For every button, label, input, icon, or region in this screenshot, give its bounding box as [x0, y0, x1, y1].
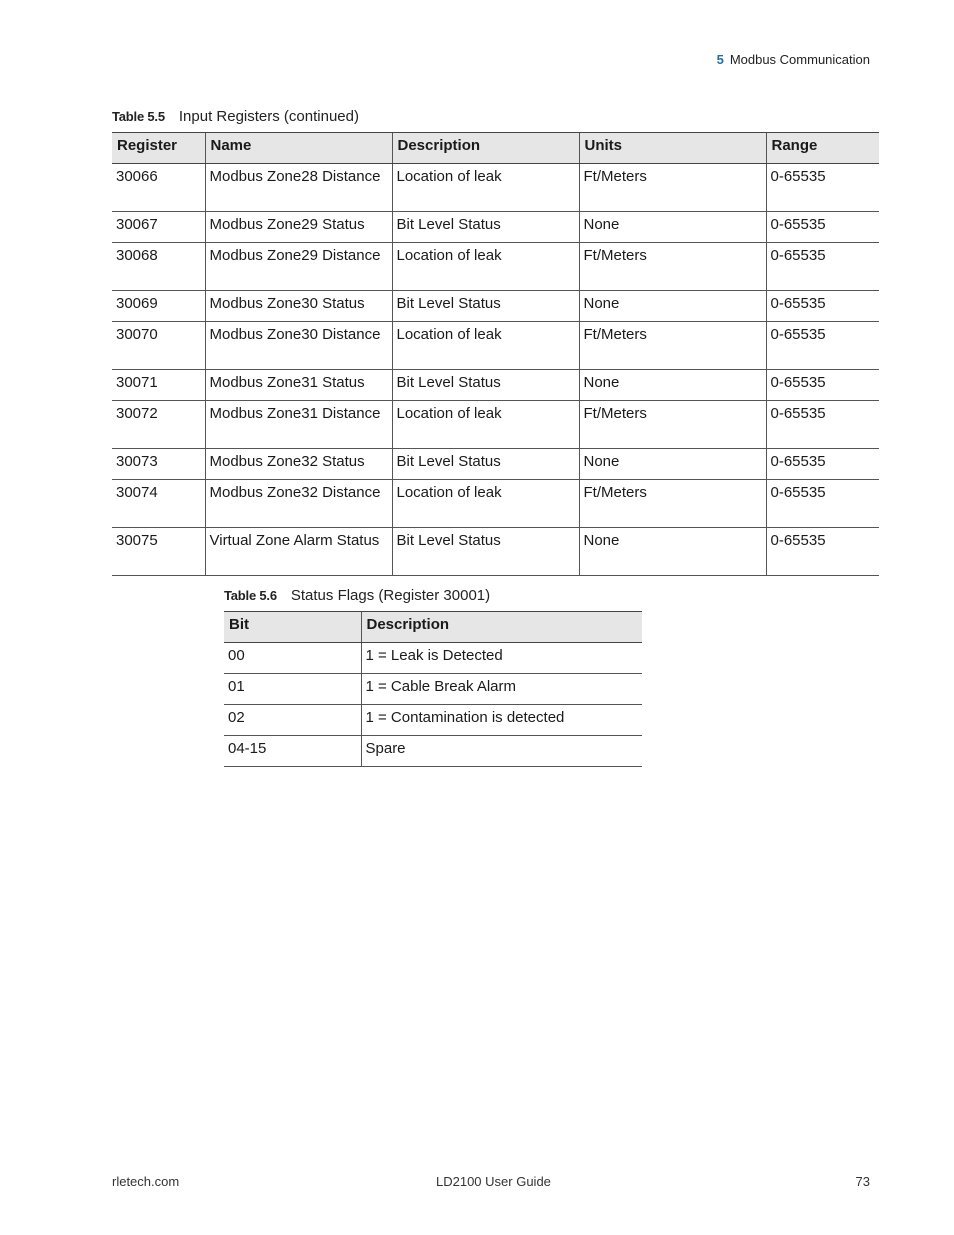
description-cell: Bit Level Status: [392, 212, 579, 243]
column-header: Description: [361, 612, 642, 643]
chapter-number: 5: [716, 52, 724, 67]
bit-cell: 02: [224, 705, 361, 736]
range-cell: 0-65535: [766, 243, 879, 291]
register-cell: 30075: [112, 528, 205, 576]
register-cell: 30073: [112, 449, 205, 480]
table-row: [112, 528, 879, 576]
table-row: [224, 705, 642, 736]
name-cell: Modbus Zone31 Status: [205, 370, 392, 401]
range-cell: 0-65535: [766, 449, 879, 480]
units-cell: Ft/Meters: [579, 243, 766, 291]
units-cell: Ft/Meters: [579, 480, 766, 528]
name-cell: Modbus Zone30 Status: [205, 291, 392, 322]
table-label: Table 5.5: [112, 109, 165, 124]
column-header: Name: [205, 133, 392, 164]
table-title: Status Flags (Register 30001): [290, 587, 491, 604]
range-cell: 0-65535: [766, 528, 879, 576]
table-row: [112, 291, 879, 322]
description-cell: Location of leak: [392, 322, 579, 370]
bit-cell: 00: [224, 643, 361, 674]
units-cell: Ft/Meters: [579, 322, 766, 370]
range-cell: 0-65535: [766, 401, 879, 449]
bit-cell: 04-15: [224, 736, 361, 767]
name-cell: Modbus Zone31 Distance: [205, 401, 392, 449]
units-cell: None: [579, 370, 766, 401]
table-header-row: [224, 612, 642, 643]
register-cell: 30070: [112, 322, 205, 370]
units-cell: None: [579, 291, 766, 322]
table-row: [112, 480, 879, 528]
description-cell: Location of leak: [392, 164, 579, 212]
units-cell: None: [579, 212, 766, 243]
status-flags-table: [224, 611, 642, 767]
description-cell: Bit Level Status: [392, 449, 579, 480]
units-cell: Ft/Meters: [579, 401, 766, 449]
table-row: [112, 212, 879, 243]
description-cell: Bit Level Status: [392, 370, 579, 401]
units-cell: None: [579, 528, 766, 576]
register-cell: 30067: [112, 212, 205, 243]
name-cell: Modbus Zone32 Distance: [205, 480, 392, 528]
table-header-row: [112, 133, 879, 164]
register-cell: 30072: [112, 401, 205, 449]
chapter-title: Modbus Communication: [729, 52, 870, 67]
column-header: Register: [112, 133, 205, 164]
units-cell: Ft/Meters: [579, 164, 766, 212]
table-row: [112, 401, 879, 449]
range-cell: 0-65535: [766, 322, 879, 370]
description-cell: 1 = Contamination is detected: [361, 705, 642, 736]
range-cell: 0-65535: [766, 480, 879, 528]
register-cell: 30071: [112, 370, 205, 401]
register-cell: 30074: [112, 480, 205, 528]
table-row: [224, 674, 642, 705]
table-row: [112, 322, 879, 370]
running-header: [717, 52, 870, 67]
description-cell: Location of leak: [392, 480, 579, 528]
description-cell: Location of leak: [392, 401, 579, 449]
register-cell: 30066: [112, 164, 205, 212]
range-cell: 0-65535: [766, 370, 879, 401]
range-cell: 0-65535: [766, 212, 879, 243]
table-5-5-caption: [112, 108, 359, 125]
table-row: [224, 736, 642, 767]
description-cell: 1 = Leak is Detected: [361, 643, 642, 674]
name-cell: Modbus Zone32 Status: [205, 449, 392, 480]
table-row: [112, 243, 879, 291]
table-5-6-caption: [224, 587, 490, 604]
name-cell: Modbus Zone28 Distance: [205, 164, 392, 212]
description-cell: Bit Level Status: [392, 291, 579, 322]
register-cell: 30068: [112, 243, 205, 291]
description-cell: Spare: [361, 736, 642, 767]
column-header: Range: [766, 133, 879, 164]
description-cell: Location of leak: [392, 243, 579, 291]
table-title: Input Registers (continued): [178, 108, 359, 125]
range-cell: 0-65535: [766, 164, 879, 212]
name-cell: Modbus Zone29 Distance: [205, 243, 392, 291]
column-header: Description: [392, 133, 579, 164]
units-cell: None: [579, 449, 766, 480]
bit-cell: 01: [224, 674, 361, 705]
range-cell: 0-65535: [766, 291, 879, 322]
footer-website: rletech.com: [112, 1174, 180, 1189]
table-row: [112, 370, 879, 401]
table-row: [112, 164, 879, 212]
description-cell: 1 = Cable Break Alarm: [361, 674, 642, 705]
name-cell: Modbus Zone29 Status: [205, 212, 392, 243]
column-header: Bit: [224, 612, 361, 643]
column-header: Units: [579, 133, 766, 164]
description-cell: Bit Level Status: [392, 528, 579, 576]
name-cell: Virtual Zone Alarm Status: [205, 528, 392, 576]
table-label: Table 5.6: [224, 588, 277, 603]
page-number: 73: [855, 1174, 870, 1189]
register-cell: 30069: [112, 291, 205, 322]
table-row: [224, 643, 642, 674]
footer-document-title: LD2100 User Guide: [436, 1174, 551, 1189]
name-cell: Modbus Zone30 Distance: [205, 322, 392, 370]
table-row: [112, 449, 879, 480]
input-registers-table: [112, 132, 879, 576]
